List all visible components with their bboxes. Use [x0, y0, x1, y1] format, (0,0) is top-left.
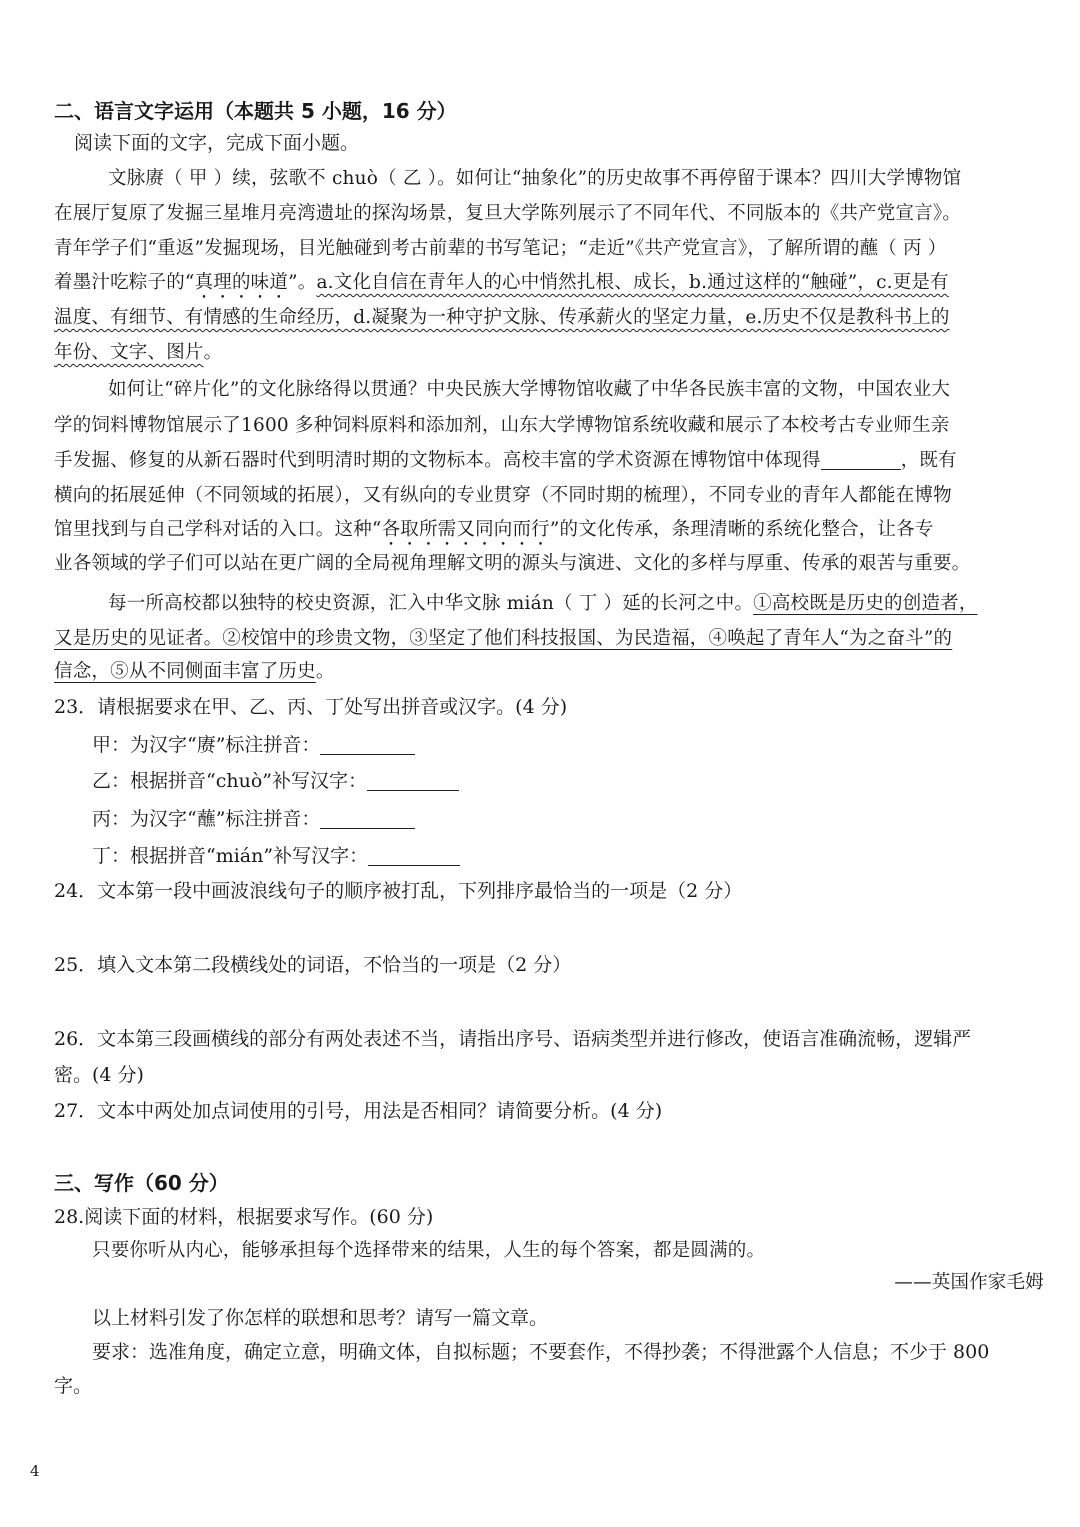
page-number: 4 — [30, 1462, 40, 1480]
dotted-phrase: 真理的味道 — [194, 272, 289, 293]
passage-p2-line5 — [54, 515, 1044, 550]
text-segment: ”的文化传承，条理清晰的系统化整合，让各专 — [549, 519, 934, 540]
question-25: 25．填入文本第二段横线处的词语，不恰当的一项是（2 分） — [54, 954, 572, 976]
text-segment: ”。 — [288, 272, 317, 293]
text-segment: 每一所高校都以独特的校史资源，汇入中华文脉 mián（ 丁 ）延的长河之中。 — [108, 593, 754, 614]
underlined-sentence: 信念，⑤从不同侧面丰富了历史 — [54, 661, 316, 682]
question-26-line1: 26．文本第三段画横线的部分有两处表述不当，请指出序号、语病类型并进行修改，使语言准确流畅，逻辑严 — [54, 1028, 972, 1050]
question-28: 28.阅读下面的材料，根据要求写作。(60 分) — [54, 1206, 434, 1228]
prompt-text: 丙：为汉字“蘸”标注拼音： — [92, 808, 321, 830]
passage-p2-line3 — [54, 446, 1044, 476]
passage-p1-line6 — [54, 338, 1044, 368]
prompt-text: 丁：根据拼音“mián”补写汉字： — [92, 845, 369, 867]
dotted-phrase: 各取所需又同向而行 — [381, 519, 550, 540]
answer-blank[interactable] — [320, 806, 415, 829]
passage-p3-line1 — [108, 589, 1044, 619]
text-segment: 馆里找到与自己学科对话的入口。这种“ — [54, 519, 382, 540]
section-2-intro: 阅读下面的文字，完成下面小题。 — [74, 132, 360, 154]
text-segment: 。 — [203, 342, 223, 363]
writing-prompt: 以上材料引发了你怎样的联想和思考？请写一篇文章。 — [92, 1307, 549, 1329]
section-3-heading: 三、写作（60 分） — [54, 1171, 229, 1195]
question-23-yi — [92, 766, 1044, 796]
answer-blank[interactable] — [368, 843, 460, 866]
passage-p1-line5 — [54, 303, 1044, 333]
question-23-bing — [92, 804, 1044, 834]
passage-p1-line1: 文脉赓（ 甲 ）续，弦歌不 chuò（ 乙 ）。如何让“抽象化”的历史故事不再停留于课本？四川大学博物馆 — [108, 168, 962, 189]
text-segment: 手发掘、修复的从新石器时代到明清时期的文物标本。高校丰富的学术资源在博物馆中体现得 — [54, 450, 821, 471]
passage-p2-line4: 横向的拓展延伸（不同领域的拓展），又有纵向的专业贯穿（不同时期的梳理），不同专业的青年人都能在博物 — [54, 485, 952, 506]
text-segment: 着墨汁吃粽子的“ — [54, 272, 195, 293]
question-23-jia — [92, 730, 1044, 760]
wavy-sentence: a.文化自信在青年人的心中悄然扎根、成长，b.通过这样的“触碰”，c.更是有 — [316, 272, 949, 293]
passage-p2-line6: 业各领域的学子们可以站在更广阔的全局视角理解文明的源头与演进、文化的多样与厚重、传承的艰苦与重要。 — [54, 553, 971, 574]
underlined-sentence: ①高校既是历史的创造者， — [753, 593, 978, 614]
prompt-text: 乙：根据拼音“chuò”补写汉字： — [92, 770, 367, 792]
answer-blank[interactable] — [367, 768, 459, 791]
answer-blank[interactable] — [320, 732, 415, 755]
text-segment: 。 — [315, 661, 335, 682]
passage-p1-line3: 青年学子们“重返”发掘现场，目光触碰到考古前辈的书写笔记；“走近”《共产党宣言》，了解所谓的蘸（ 丙 ） — [54, 238, 947, 259]
question-27: 27．文本中两处加点词使用的引号，用法是否相同？请简要分析。(4 分) — [54, 1100, 663, 1122]
question-23-ding — [92, 841, 1044, 871]
question-26-line2: 密。(4 分) — [54, 1064, 144, 1086]
material-quote: 只要你听从内心，能够承担每个选择带来的结果，人生的每个答案，都是圆满的。 — [92, 1240, 766, 1261]
passage-p2-line1: 如何让“碎片化”的文化脉络得以贯通？中央民族大学博物馆收藏了中华各民族丰富的文物，中国农业大 — [108, 379, 951, 400]
writing-requirements-line2: 字。 — [54, 1375, 93, 1397]
wavy-sentence: 年份、文字、图片 — [54, 342, 204, 363]
wavy-sentence: 温度、有细节、有情感的生命经历，d.凝聚为一种守护文脉、传承薪火的坚定力量，e.历史不仅是教科书上的 — [54, 307, 950, 328]
question-23: 23．请根据要求在甲、乙、丙、丁处写出拼音或汉字。(4 分) — [54, 696, 568, 718]
passage-p1-line2: 在展厅复原了发掘三星堆月亮湾遗址的探沟场景，复旦大学陈列展示了不同年代、不同版本的《共产党宣言》。 — [54, 203, 962, 224]
text-segment: ，既有 — [900, 450, 957, 471]
passage-p3-line2 — [54, 624, 1044, 654]
quote-attribution: ——英国作家毛姆 — [894, 1272, 1044, 1293]
question-24: 24．文本第一段中画波浪线句子的顺序被打乱，下列排序最恰当的一项是（2 分） — [54, 880, 743, 902]
prompt-text: 甲：为汉字“赓”标注拼音： — [92, 734, 321, 756]
passage-p3-line3 — [54, 657, 1044, 687]
passage-p1-line4 — [54, 268, 1044, 303]
section-2-heading: 二、语言文字运用（本题共 5 小题，16 分） — [54, 99, 457, 123]
writing-requirements-line1: 要求：选准角度，确定立意，明确文体，自拟标题；不要套作，不得抄袭；不得泄露个人信息；不少于 800 — [92, 1341, 990, 1363]
underlined-sentence: 又是历史的见证者。②校馆中的珍贵文物，③坚定了他们科技报国、为民造福，④唤起了青年人“为之奋斗”的 — [54, 628, 953, 649]
passage-p2-line2: 学的饲料博物馆展示了1600 多种饲料原料和添加剂，山东大学博物馆系统收藏和展示了本校考古专业师生亲 — [54, 415, 950, 436]
fill-blank — [821, 447, 901, 470]
